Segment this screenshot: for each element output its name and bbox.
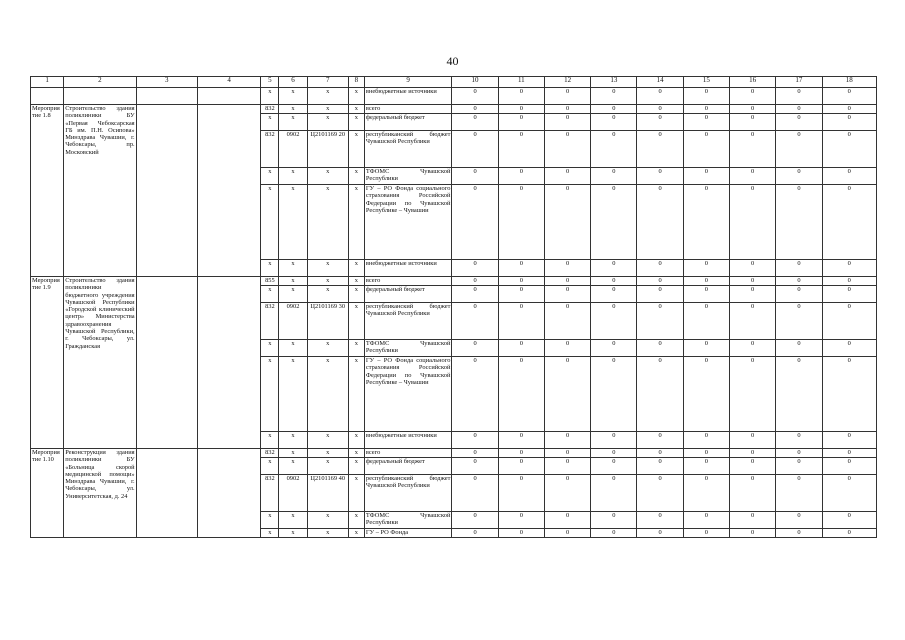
grbs-cell: х: [261, 168, 279, 185]
value-cell: 0: [776, 432, 822, 449]
value-cell: 0: [776, 449, 822, 458]
measure-label: Мероприятие 1.9: [31, 277, 64, 449]
target-article-cell: Ц2101169 20: [307, 131, 348, 168]
value-cell: 0: [452, 131, 498, 168]
header-cell-3: 3: [136, 77, 197, 88]
grbs-cell: х: [261, 88, 279, 105]
value-cell: 0: [776, 458, 822, 475]
grbs-cell: 832: [261, 303, 279, 340]
target-article-cell: Ц2101169 30: [307, 303, 348, 340]
target-article-cell: х: [307, 458, 348, 475]
grbs-cell: 855: [261, 277, 279, 286]
value-cell: 0: [452, 357, 498, 432]
grbs-cell: х: [261, 286, 279, 303]
value-cell: 0: [822, 185, 876, 260]
value-cell: 0: [730, 303, 776, 340]
value-cell: 0: [544, 168, 590, 185]
value-cell: 0: [776, 303, 822, 340]
header-cell-9: 9: [364, 77, 452, 88]
funding-source-cell: федеральный бюджет: [364, 286, 452, 303]
target-article-cell: х: [307, 449, 348, 458]
expense-type-cell: х: [348, 432, 364, 449]
value-cell: 0: [730, 475, 776, 512]
value-cell: 0: [776, 168, 822, 185]
value-cell: 0: [544, 475, 590, 512]
section-code-cell: х: [279, 357, 307, 432]
value-cell: 0: [776, 185, 822, 260]
value-cell: 0: [730, 529, 776, 538]
value-cell: 0: [452, 168, 498, 185]
expense-type-cell: х: [348, 114, 364, 131]
grbs-cell: 832: [261, 475, 279, 512]
target-article-cell: х: [307, 432, 348, 449]
value-cell: 0: [683, 340, 729, 357]
value-cell: 0: [544, 277, 590, 286]
expense-type-cell: х: [348, 303, 364, 340]
value-cell: 0: [730, 449, 776, 458]
value-cell: 0: [730, 512, 776, 529]
header-cell-13: 13: [591, 77, 637, 88]
value-cell: 0: [637, 449, 683, 458]
expense-type-cell: х: [348, 340, 364, 357]
grbs-cell: х: [261, 512, 279, 529]
value-cell: 0: [822, 449, 876, 458]
value-cell: 0: [637, 260, 683, 277]
value-cell: 0: [683, 357, 729, 432]
value-cell: 0: [776, 260, 822, 277]
value-cell: 0: [591, 131, 637, 168]
value-cell: 0: [498, 185, 544, 260]
value-cell: 0: [776, 286, 822, 303]
value-cell: 0: [544, 432, 590, 449]
target-article-cell: Ц2101169 40: [307, 475, 348, 512]
target-article-cell: х: [307, 260, 348, 277]
value-cell: 0: [730, 458, 776, 475]
expense-type-cell: х: [348, 168, 364, 185]
value-cell: 0: [637, 432, 683, 449]
value-cell: 0: [591, 449, 637, 458]
value-cell: 0: [544, 529, 590, 538]
value-cell: 0: [452, 529, 498, 538]
funding-source-cell: ГУ – РО Фонда социального страхования Российской Федерации по Чувашской Республике – Чувашии: [364, 185, 452, 260]
target-article-cell: х: [307, 512, 348, 529]
value-cell: 0: [591, 286, 637, 303]
grbs-cell: 832: [261, 449, 279, 458]
value-cell: 0: [822, 529, 876, 538]
value-cell: 0: [683, 512, 729, 529]
header-cell-15: 15: [683, 77, 729, 88]
expense-type-cell: х: [348, 131, 364, 168]
value-cell: 0: [683, 277, 729, 286]
measure-label: Мероприятие 1.10: [31, 449, 64, 538]
value-cell: 0: [683, 131, 729, 168]
value-cell: 0: [776, 357, 822, 432]
value-cell: 0: [637, 168, 683, 185]
funding-source-cell: внебюджетные источники: [364, 88, 452, 105]
section-code-cell: 0902: [279, 475, 307, 512]
value-cell: 0: [822, 105, 876, 114]
section-code-cell: х: [279, 277, 307, 286]
value-cell: 0: [637, 357, 683, 432]
value-cell: 0: [452, 449, 498, 458]
target-article-cell: х: [307, 114, 348, 131]
value-cell: 0: [683, 88, 729, 105]
target-article-cell: х: [307, 340, 348, 357]
empty-cell: [31, 88, 64, 105]
empty-cell: [197, 105, 260, 277]
value-cell: 0: [822, 114, 876, 131]
funding-source-cell: республиканский бюджет Чувашской Республики: [364, 131, 452, 168]
value-cell: 0: [776, 475, 822, 512]
target-article-cell: х: [307, 88, 348, 105]
funding-source-cell: внебюджетные источники: [364, 432, 452, 449]
value-cell: 0: [822, 260, 876, 277]
section-code-cell: х: [279, 260, 307, 277]
section-code-cell: х: [279, 458, 307, 475]
empty-cell: [136, 105, 197, 277]
value-cell: 0: [544, 185, 590, 260]
expense-type-cell: х: [348, 475, 364, 512]
empty-cell: [136, 277, 197, 449]
empty-cell: [136, 449, 197, 538]
value-cell: 0: [591, 529, 637, 538]
header-cell-4: 4: [197, 77, 260, 88]
funding-source-cell: республиканский бюджет Чувашской Республики: [364, 475, 452, 512]
value-cell: 0: [498, 458, 544, 475]
section-code-cell: х: [279, 512, 307, 529]
empty-cell: [64, 88, 136, 105]
header-cell-11: 11: [498, 77, 544, 88]
grbs-cell: х: [261, 114, 279, 131]
expense-type-cell: х: [348, 449, 364, 458]
value-cell: 0: [822, 357, 876, 432]
value-cell: 0: [637, 475, 683, 512]
grbs-cell: х: [261, 357, 279, 432]
value-cell: 0: [452, 88, 498, 105]
value-cell: 0: [591, 432, 637, 449]
expense-type-cell: х: [348, 260, 364, 277]
target-article-cell: х: [307, 168, 348, 185]
value-cell: 0: [637, 458, 683, 475]
value-cell: 0: [730, 168, 776, 185]
value-cell: 0: [776, 88, 822, 105]
value-cell: 0: [498, 432, 544, 449]
target-article-cell: х: [307, 105, 348, 114]
value-cell: 0: [498, 131, 544, 168]
value-cell: 0: [452, 303, 498, 340]
value-cell: 0: [498, 286, 544, 303]
value-cell: 0: [498, 449, 544, 458]
value-cell: 0: [822, 168, 876, 185]
value-cell: 0: [544, 357, 590, 432]
grbs-cell: х: [261, 340, 279, 357]
value-cell: 0: [776, 105, 822, 114]
value-cell: 0: [822, 432, 876, 449]
value-cell: 0: [498, 475, 544, 512]
header-cell-5: 5: [261, 77, 279, 88]
value-cell: 0: [591, 88, 637, 105]
section-code-cell: х: [279, 432, 307, 449]
value-cell: 0: [637, 105, 683, 114]
section-code-cell: х: [279, 88, 307, 105]
value-cell: 0: [591, 114, 637, 131]
section-code-cell: х: [279, 340, 307, 357]
funding-source-cell: всего: [364, 449, 452, 458]
value-cell: 0: [544, 105, 590, 114]
grbs-cell: х: [261, 185, 279, 260]
funding-source-cell: федеральный бюджет: [364, 114, 452, 131]
expense-type-cell: х: [348, 458, 364, 475]
value-cell: 0: [544, 458, 590, 475]
grbs-cell: х: [261, 260, 279, 277]
value-cell: 0: [822, 303, 876, 340]
expense-type-cell: х: [348, 105, 364, 114]
funding-source-cell: ГУ – РО Фонда: [364, 529, 452, 538]
section-code-cell: 0902: [279, 131, 307, 168]
funding-source-cell: ТФОМС Чувашской Республики: [364, 512, 452, 529]
empty-cell: [197, 277, 260, 449]
value-cell: 0: [452, 114, 498, 131]
grbs-cell: х: [261, 432, 279, 449]
empty-cell: [197, 88, 260, 105]
funding-source-cell: республиканский бюджет Чувашской Республики: [364, 303, 452, 340]
header-cell-18: 18: [822, 77, 876, 88]
value-cell: 0: [730, 432, 776, 449]
value-cell: 0: [776, 114, 822, 131]
value-cell: 0: [498, 303, 544, 340]
value-cell: 0: [683, 458, 729, 475]
value-cell: 0: [683, 303, 729, 340]
value-cell: 0: [776, 529, 822, 538]
value-cell: 0: [683, 168, 729, 185]
grbs-cell: х: [261, 458, 279, 475]
table-row: [31, 88, 877, 105]
header-cell-10: 10: [452, 77, 498, 88]
value-cell: 0: [637, 88, 683, 105]
value-cell: 0: [683, 185, 729, 260]
section-code-cell: х: [279, 168, 307, 185]
expense-type-cell: х: [348, 286, 364, 303]
section-code-cell: х: [279, 529, 307, 538]
value-cell: 0: [544, 340, 590, 357]
header-cell-14: 14: [637, 77, 683, 88]
page-number: 40: [446, 54, 459, 68]
value-cell: 0: [730, 277, 776, 286]
header-cell-2: 2: [64, 77, 136, 88]
value-cell: 0: [591, 357, 637, 432]
funding-source-cell: всего: [364, 105, 452, 114]
section-code-cell: х: [279, 185, 307, 260]
section-code-cell: х: [279, 286, 307, 303]
value-cell: 0: [637, 512, 683, 529]
value-cell: 0: [637, 286, 683, 303]
value-cell: 0: [683, 432, 729, 449]
target-article-cell: х: [307, 277, 348, 286]
grbs-cell: х: [261, 529, 279, 538]
value-cell: 0: [452, 286, 498, 303]
value-cell: 0: [637, 277, 683, 286]
target-article-cell: х: [307, 529, 348, 538]
value-cell: 0: [498, 357, 544, 432]
value-cell: 0: [730, 260, 776, 277]
value-cell: 0: [498, 114, 544, 131]
table-row: [31, 277, 877, 286]
funding-source-cell: ТФОМС Чувашской Республики: [364, 340, 452, 357]
value-cell: 0: [498, 88, 544, 105]
value-cell: 0: [498, 529, 544, 538]
target-article-cell: х: [307, 357, 348, 432]
value-cell: 0: [452, 475, 498, 512]
value-cell: 0: [822, 131, 876, 168]
header-cell-17: 17: [776, 77, 822, 88]
value-cell: 0: [683, 114, 729, 131]
value-cell: 0: [498, 512, 544, 529]
expense-type-cell: х: [348, 88, 364, 105]
value-cell: 0: [452, 260, 498, 277]
header-cell-8: 8: [348, 77, 364, 88]
value-cell: 0: [452, 458, 498, 475]
table-row: [31, 105, 877, 114]
header-cell-12: 12: [544, 77, 590, 88]
value-cell: 0: [591, 185, 637, 260]
value-cell: 0: [730, 340, 776, 357]
value-cell: 0: [544, 260, 590, 277]
header-cell-16: 16: [730, 77, 776, 88]
value-cell: 0: [544, 512, 590, 529]
value-cell: 0: [776, 131, 822, 168]
value-cell: 0: [498, 260, 544, 277]
value-cell: 0: [730, 131, 776, 168]
value-cell: 0: [591, 277, 637, 286]
value-cell: 0: [452, 512, 498, 529]
value-cell: 0: [637, 131, 683, 168]
header-row: [31, 77, 877, 88]
value-cell: 0: [544, 88, 590, 105]
value-cell: 0: [822, 340, 876, 357]
section-code-cell: 0902: [279, 303, 307, 340]
program-table: [30, 76, 877, 538]
value-cell: 0: [822, 512, 876, 529]
value-cell: 0: [591, 475, 637, 512]
empty-cell: [136, 88, 197, 105]
measure-description: Реконструкция здания поликлиники БУ «Больница скорой медицинской помощи» Минздрава Чувашии, г. Чебоксары, ул. Университетская, д. 24: [64, 449, 136, 538]
value-cell: 0: [683, 260, 729, 277]
value-cell: 0: [637, 340, 683, 357]
value-cell: 0: [498, 277, 544, 286]
value-cell: 0: [591, 512, 637, 529]
value-cell: 0: [452, 185, 498, 260]
funding-source-cell: ГУ – РО Фонда социального страхования Российской Федерации по Чувашской Республике – Чувашии: [364, 357, 452, 432]
value-cell: 0: [683, 286, 729, 303]
value-cell: 0: [776, 512, 822, 529]
value-cell: 0: [730, 105, 776, 114]
value-cell: 0: [822, 88, 876, 105]
value-cell: 0: [683, 449, 729, 458]
header-cell-1: 1: [31, 77, 64, 88]
value-cell: 0: [637, 114, 683, 131]
header-cell-6: 6: [279, 77, 307, 88]
value-cell: 0: [498, 168, 544, 185]
value-cell: 0: [730, 185, 776, 260]
value-cell: 0: [452, 340, 498, 357]
value-cell: 0: [498, 105, 544, 114]
expense-type-cell: х: [348, 185, 364, 260]
value-cell: 0: [637, 185, 683, 260]
expense-type-cell: х: [348, 277, 364, 286]
table-row: [31, 449, 877, 458]
expense-type-cell: х: [348, 529, 364, 538]
value-cell: 0: [730, 88, 776, 105]
header-cell-7: 7: [307, 77, 348, 88]
empty-cell: [197, 449, 260, 538]
measure-label: Мероприятие 1.8: [31, 105, 64, 277]
value-cell: 0: [591, 303, 637, 340]
measure-description: Строительство здания поликлиники бюджетного учреждения Чувашской Республики «Городской клинический центр» Министерства здравоохранения Чувашской Республики, г. Чебоксары, ул. Гражданская: [64, 277, 136, 449]
value-cell: 0: [544, 303, 590, 340]
value-cell: 0: [776, 340, 822, 357]
grbs-cell: 832: [261, 131, 279, 168]
value-cell: 0: [544, 286, 590, 303]
value-cell: 0: [637, 303, 683, 340]
value-cell: 0: [591, 458, 637, 475]
value-cell: 0: [591, 340, 637, 357]
value-cell: 0: [544, 114, 590, 131]
value-cell: 0: [683, 105, 729, 114]
funding-source-cell: федеральный бюджет: [364, 458, 452, 475]
value-cell: 0: [822, 475, 876, 512]
expense-type-cell: х: [348, 357, 364, 432]
value-cell: 0: [591, 168, 637, 185]
value-cell: 0: [683, 529, 729, 538]
value-cell: 0: [730, 114, 776, 131]
value-cell: 0: [591, 260, 637, 277]
funding-source-cell: ТФОМС Чувашской Республики: [364, 168, 452, 185]
measure-description: Строительство здания поликлиники БУ «Первая Чебоксарская ГБ им. П.Н. Осипова» Минздрава Чувашии, г. Чебоксары, пр. Московский: [64, 105, 136, 277]
section-code-cell: х: [279, 105, 307, 114]
value-cell: 0: [822, 286, 876, 303]
value-cell: 0: [822, 277, 876, 286]
value-cell: 0: [544, 131, 590, 168]
grbs-cell: 832: [261, 105, 279, 114]
value-cell: 0: [730, 286, 776, 303]
expense-type-cell: х: [348, 512, 364, 529]
value-cell: 0: [730, 357, 776, 432]
funding-source-cell: внебюджетные источники: [364, 260, 452, 277]
value-cell: 0: [452, 277, 498, 286]
value-cell: 0: [822, 458, 876, 475]
value-cell: 0: [544, 449, 590, 458]
value-cell: 0: [591, 105, 637, 114]
value-cell: 0: [683, 475, 729, 512]
section-code-cell: х: [279, 449, 307, 458]
target-article-cell: х: [307, 286, 348, 303]
value-cell: 0: [637, 529, 683, 538]
funding-source-cell: всего: [364, 277, 452, 286]
value-cell: 0: [776, 277, 822, 286]
section-code-cell: х: [279, 114, 307, 131]
value-cell: 0: [452, 105, 498, 114]
value-cell: 0: [452, 432, 498, 449]
target-article-cell: х: [307, 185, 348, 260]
value-cell: 0: [498, 340, 544, 357]
